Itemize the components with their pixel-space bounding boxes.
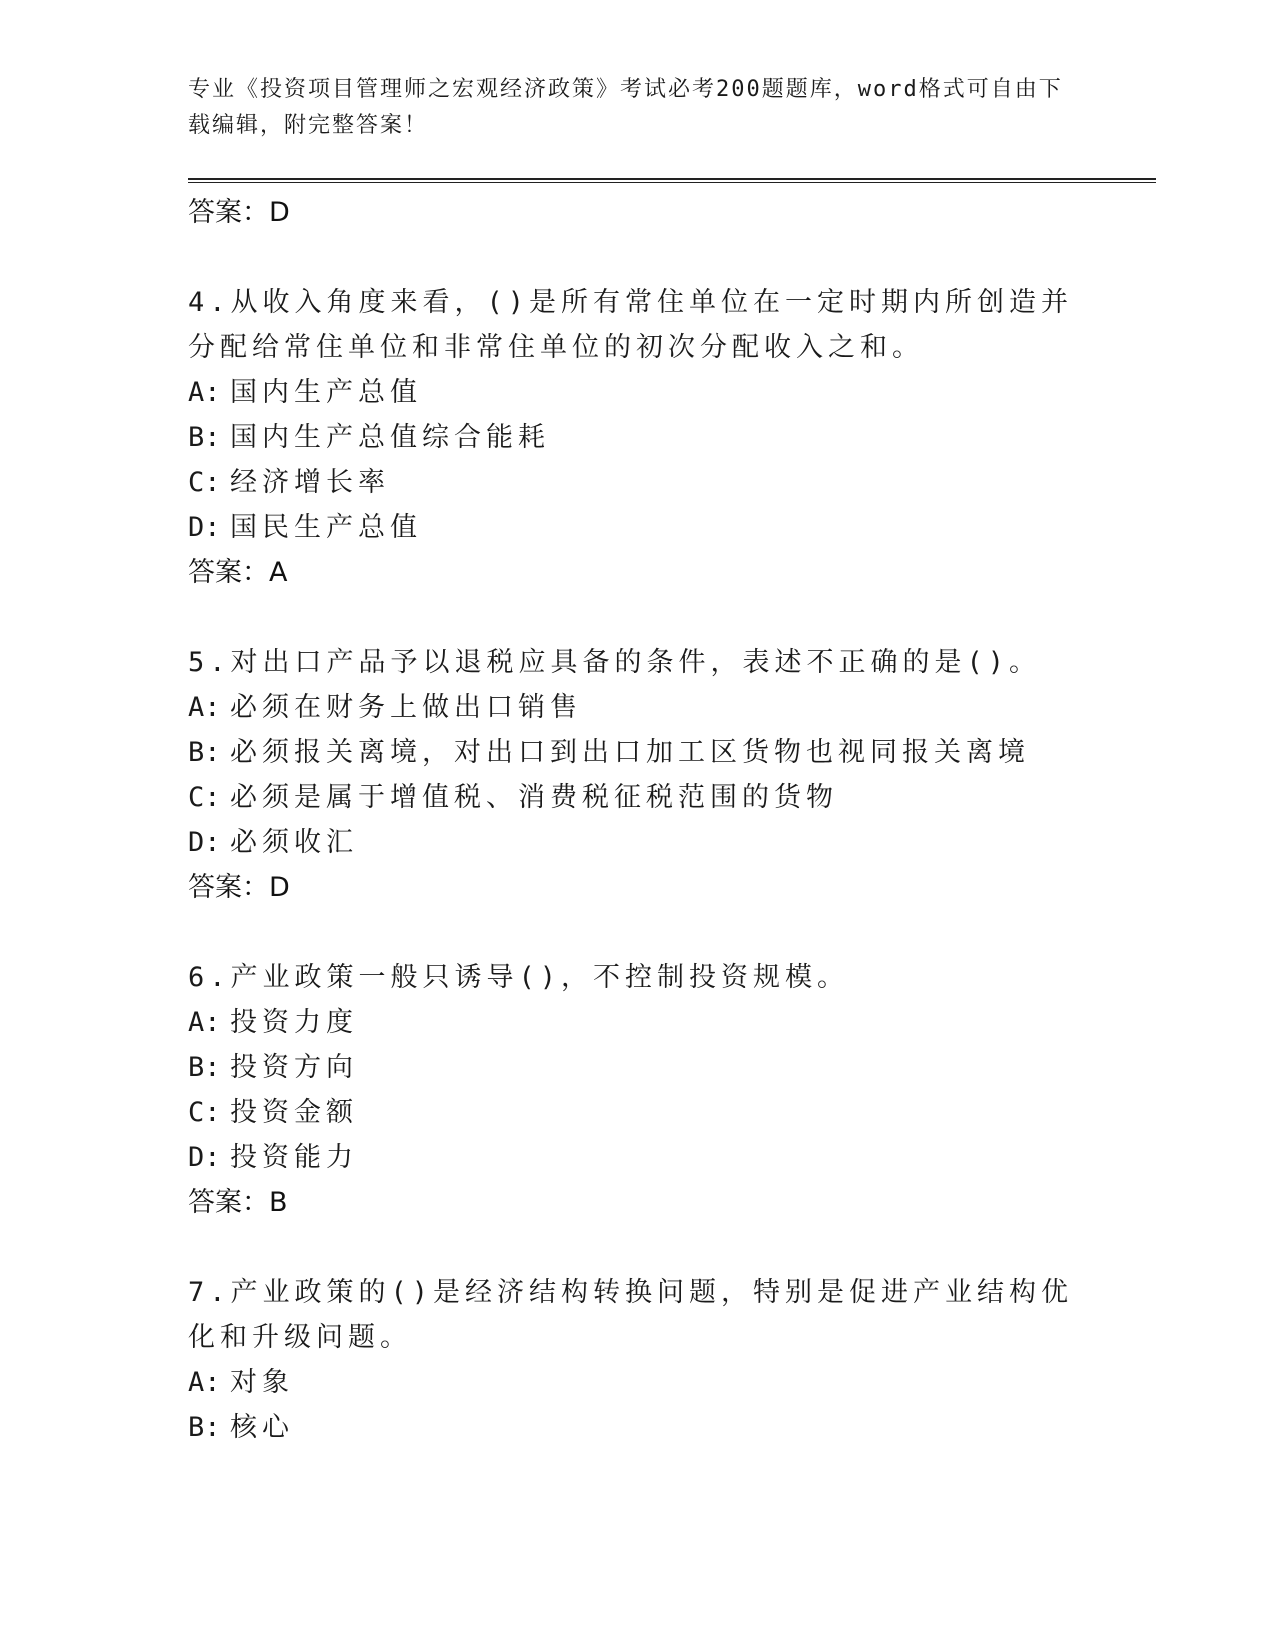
option-text: 经济增长率 [230, 467, 390, 498]
option-key: B: [188, 1052, 221, 1083]
document-body [188, 190, 1088, 1450]
document-header: 专业《投资项目管理师之宏观经济政策》考试必考200题题库，word格式可自由下载编辑，附完整答案！ [188, 77, 1063, 138]
option-key: B: [188, 1412, 221, 1443]
option-text: 核心 [230, 1412, 294, 1443]
option-text: 国内生产总值 [230, 377, 422, 408]
question-stem: 7.产业政策的()是经济结构转换问题，特别是促进产业结构优化和升级问题。 [188, 1277, 1074, 1353]
question-item [188, 955, 1088, 1226]
option-key: B: [188, 422, 221, 453]
option-key: A: [188, 1007, 221, 1038]
option-c [188, 460, 1088, 505]
option-d [188, 820, 1088, 865]
question-item [188, 640, 1088, 911]
answer-line: 答案：B [188, 1187, 288, 1218]
option-key: A: [188, 1367, 221, 1398]
option-key: A: [188, 692, 221, 723]
option-c [188, 775, 1088, 820]
question-stem: 6.产业政策一般只诱导()，不控制投资规模。 [188, 962, 850, 993]
option-text: 必须是属于增值税、消费税征税范围的货物 [230, 782, 838, 813]
option-text: 投资力度 [230, 1007, 358, 1038]
option-b [188, 1045, 1088, 1090]
option-text: 必须收汇 [230, 827, 358, 858]
question-stem: 4.从收入角度来看，()是所有常住单位在一定时期内所创造并分配给常住单位和非常住单位的初次分配收入之和。 [188, 287, 1074, 363]
option-text: 国内生产总值综合能耗 [230, 422, 550, 453]
answer-line: 答案：A [188, 557, 288, 588]
option-a [188, 1000, 1088, 1045]
option-a [188, 370, 1088, 415]
option-text: 国民生产总值 [230, 512, 422, 543]
option-key: D: [188, 827, 221, 858]
option-text: 必须在财务上做出口销售 [230, 692, 582, 723]
question-item [188, 1270, 1088, 1450]
option-key: B: [188, 737, 221, 768]
option-b [188, 1405, 1088, 1450]
option-d [188, 1135, 1088, 1180]
question-item [188, 280, 1088, 596]
header-divider [188, 178, 1156, 183]
option-a [188, 685, 1088, 730]
option-text: 对象 [230, 1367, 294, 1398]
option-d [188, 505, 1088, 550]
answer-line: 答案：D [188, 197, 290, 228]
option-key: C: [188, 1097, 221, 1128]
option-key: D: [188, 1142, 221, 1173]
option-key: C: [188, 782, 221, 813]
option-b [188, 415, 1088, 460]
option-key: D: [188, 512, 221, 543]
option-c [188, 1090, 1088, 1135]
option-text: 投资方向 [230, 1052, 358, 1083]
answer-line: 答案：D [188, 872, 290, 903]
option-text: 投资能力 [230, 1142, 358, 1173]
option-key: A: [188, 377, 221, 408]
option-key: C: [188, 467, 221, 498]
option-text: 投资金额 [230, 1097, 358, 1128]
question-stem: 5.对出口产品予以退税应具备的条件，表述不正确的是()。 [188, 647, 1042, 678]
option-b [188, 730, 1088, 775]
option-a [188, 1360, 1088, 1405]
option-text: 必须报关离境，对出口到出口加工区货物也视同报关离境 [230, 737, 1030, 768]
